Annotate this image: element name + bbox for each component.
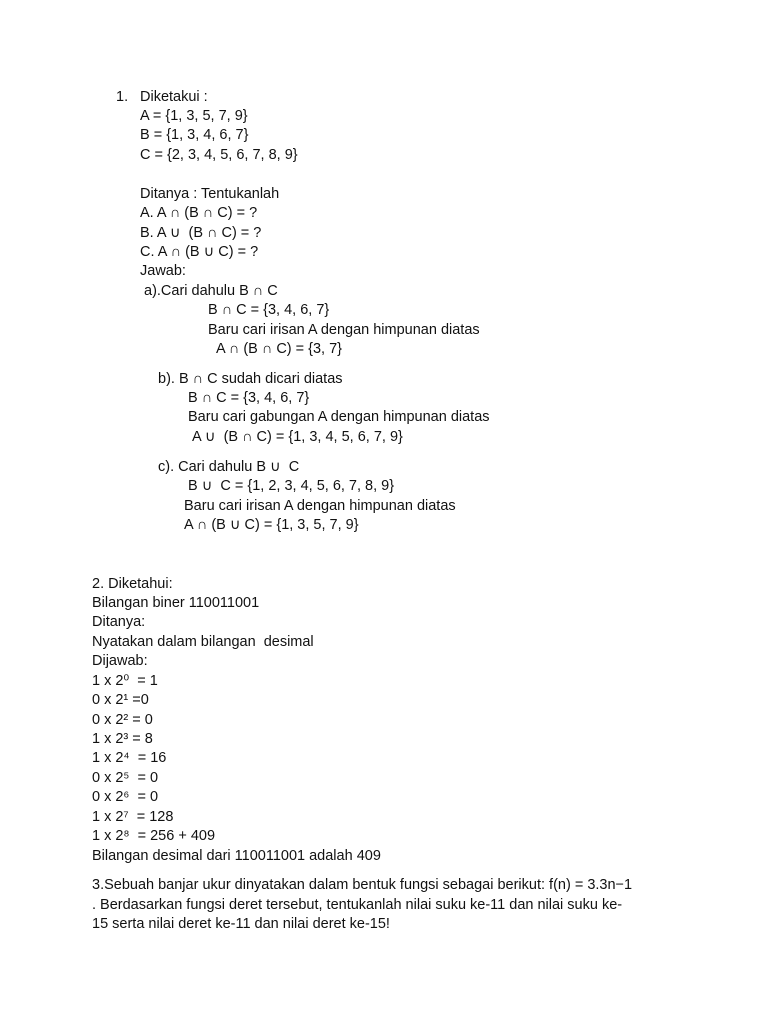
binary-step: 1 x 2⁰ = 1 [92,673,158,689]
question-b: B. A ∪ (B ∩ C) = ? [140,225,262,241]
problem-2-conclusion: Bilangan desimal dari 110011001 adalah 409 [92,848,381,864]
set-a-definition: A = {1, 3, 5, 7, 9} [140,108,248,124]
binary-step: 0 x 2¹ =0 [92,692,149,708]
part-a-step-1: a).Cari dahulu B ∩ C [144,283,278,299]
part-b-result: A ∪ (B ∩ C) = {1, 3, 4, 5, 6, 7, 9} [192,429,403,445]
part-a-step-2: B ∩ C = {3, 4, 6, 7} [208,302,330,318]
problem-2-asked-text: Nyatakan dalam bilangan desimal [92,634,314,650]
part-c-step-2: B ∪ C = {1, 2, 3, 4, 5, 6, 7, 8, 9} [188,478,395,494]
binary-step: 0 x 2² = 0 [92,712,153,728]
question-a: A. A ∩ (B ∩ C) = ? [140,205,258,221]
part-c-step-3: Baru cari irisan A dengan himpunan diatas [184,498,456,514]
set-c-definition: C = {2, 3, 4, 5, 6, 7, 8, 9} [140,147,298,163]
part-b-step-3: Baru cari gabungan A dengan himpunan diatas [188,409,490,425]
part-c-step-1: c). Cari dahulu B ∪ C [158,459,300,475]
part-b-step-1: b). B ∩ C sudah dicari diatas [158,371,343,387]
set-b-definition: B = {1, 3, 4, 6, 7} [140,127,249,143]
part-a-step-3: Baru cari irisan A dengan himpunan diatas [208,322,480,338]
problem-2-given-heading: 2. Diketahui: [92,576,173,592]
problem-2-asked-heading: Ditanya: [92,614,146,630]
problem-1-number: 1. [116,89,129,105]
binary-step: 1 x 2⁷ = 128 [92,809,174,825]
binary-step: 1 x 2⁸ = 256 + 409 [92,828,216,844]
part-a-result: A ∩ (B ∩ C) = {3, 7} [216,341,343,357]
part-c-result: A ∩ (B ∪ C) = {1, 3, 5, 7, 9} [184,517,359,533]
binary-step: 0 x 2⁶ = 0 [92,789,159,805]
problem-1-answer-heading: Jawab: [140,263,186,279]
binary-step: 1 x 2³ = 8 [92,731,153,747]
problem-2-answer-heading: Dijawab: [92,653,148,669]
problem-1-given-heading: Diketakui : [140,89,208,105]
problem-1-asked-heading: Ditanya : Tentukanlah [140,186,280,202]
binary-step: 0 x 2⁵ = 0 [92,770,159,786]
problem-3-text: 3.Sebuah banjar ukur dinyatakan dalam bentuk fungsi sebagai berikut: f(n) = 3.3n−1 . Berdasarkan fungsi deret tersebut, tentukanlah nilai suku ke-11 dan nilai suku ke- 15 serta nilai deret ke-11 dan nilai deret ke-15! [92,877,633,932]
binary-step: 1 x 2⁴ = 16 [92,750,167,766]
problem-2-given-value: Bilangan biner 110011001 [92,595,260,611]
question-c: C. A ∩ (B ∪ C) = ? [140,244,259,260]
part-b-step-2: B ∩ C = {3, 4, 6, 7} [188,390,310,406]
